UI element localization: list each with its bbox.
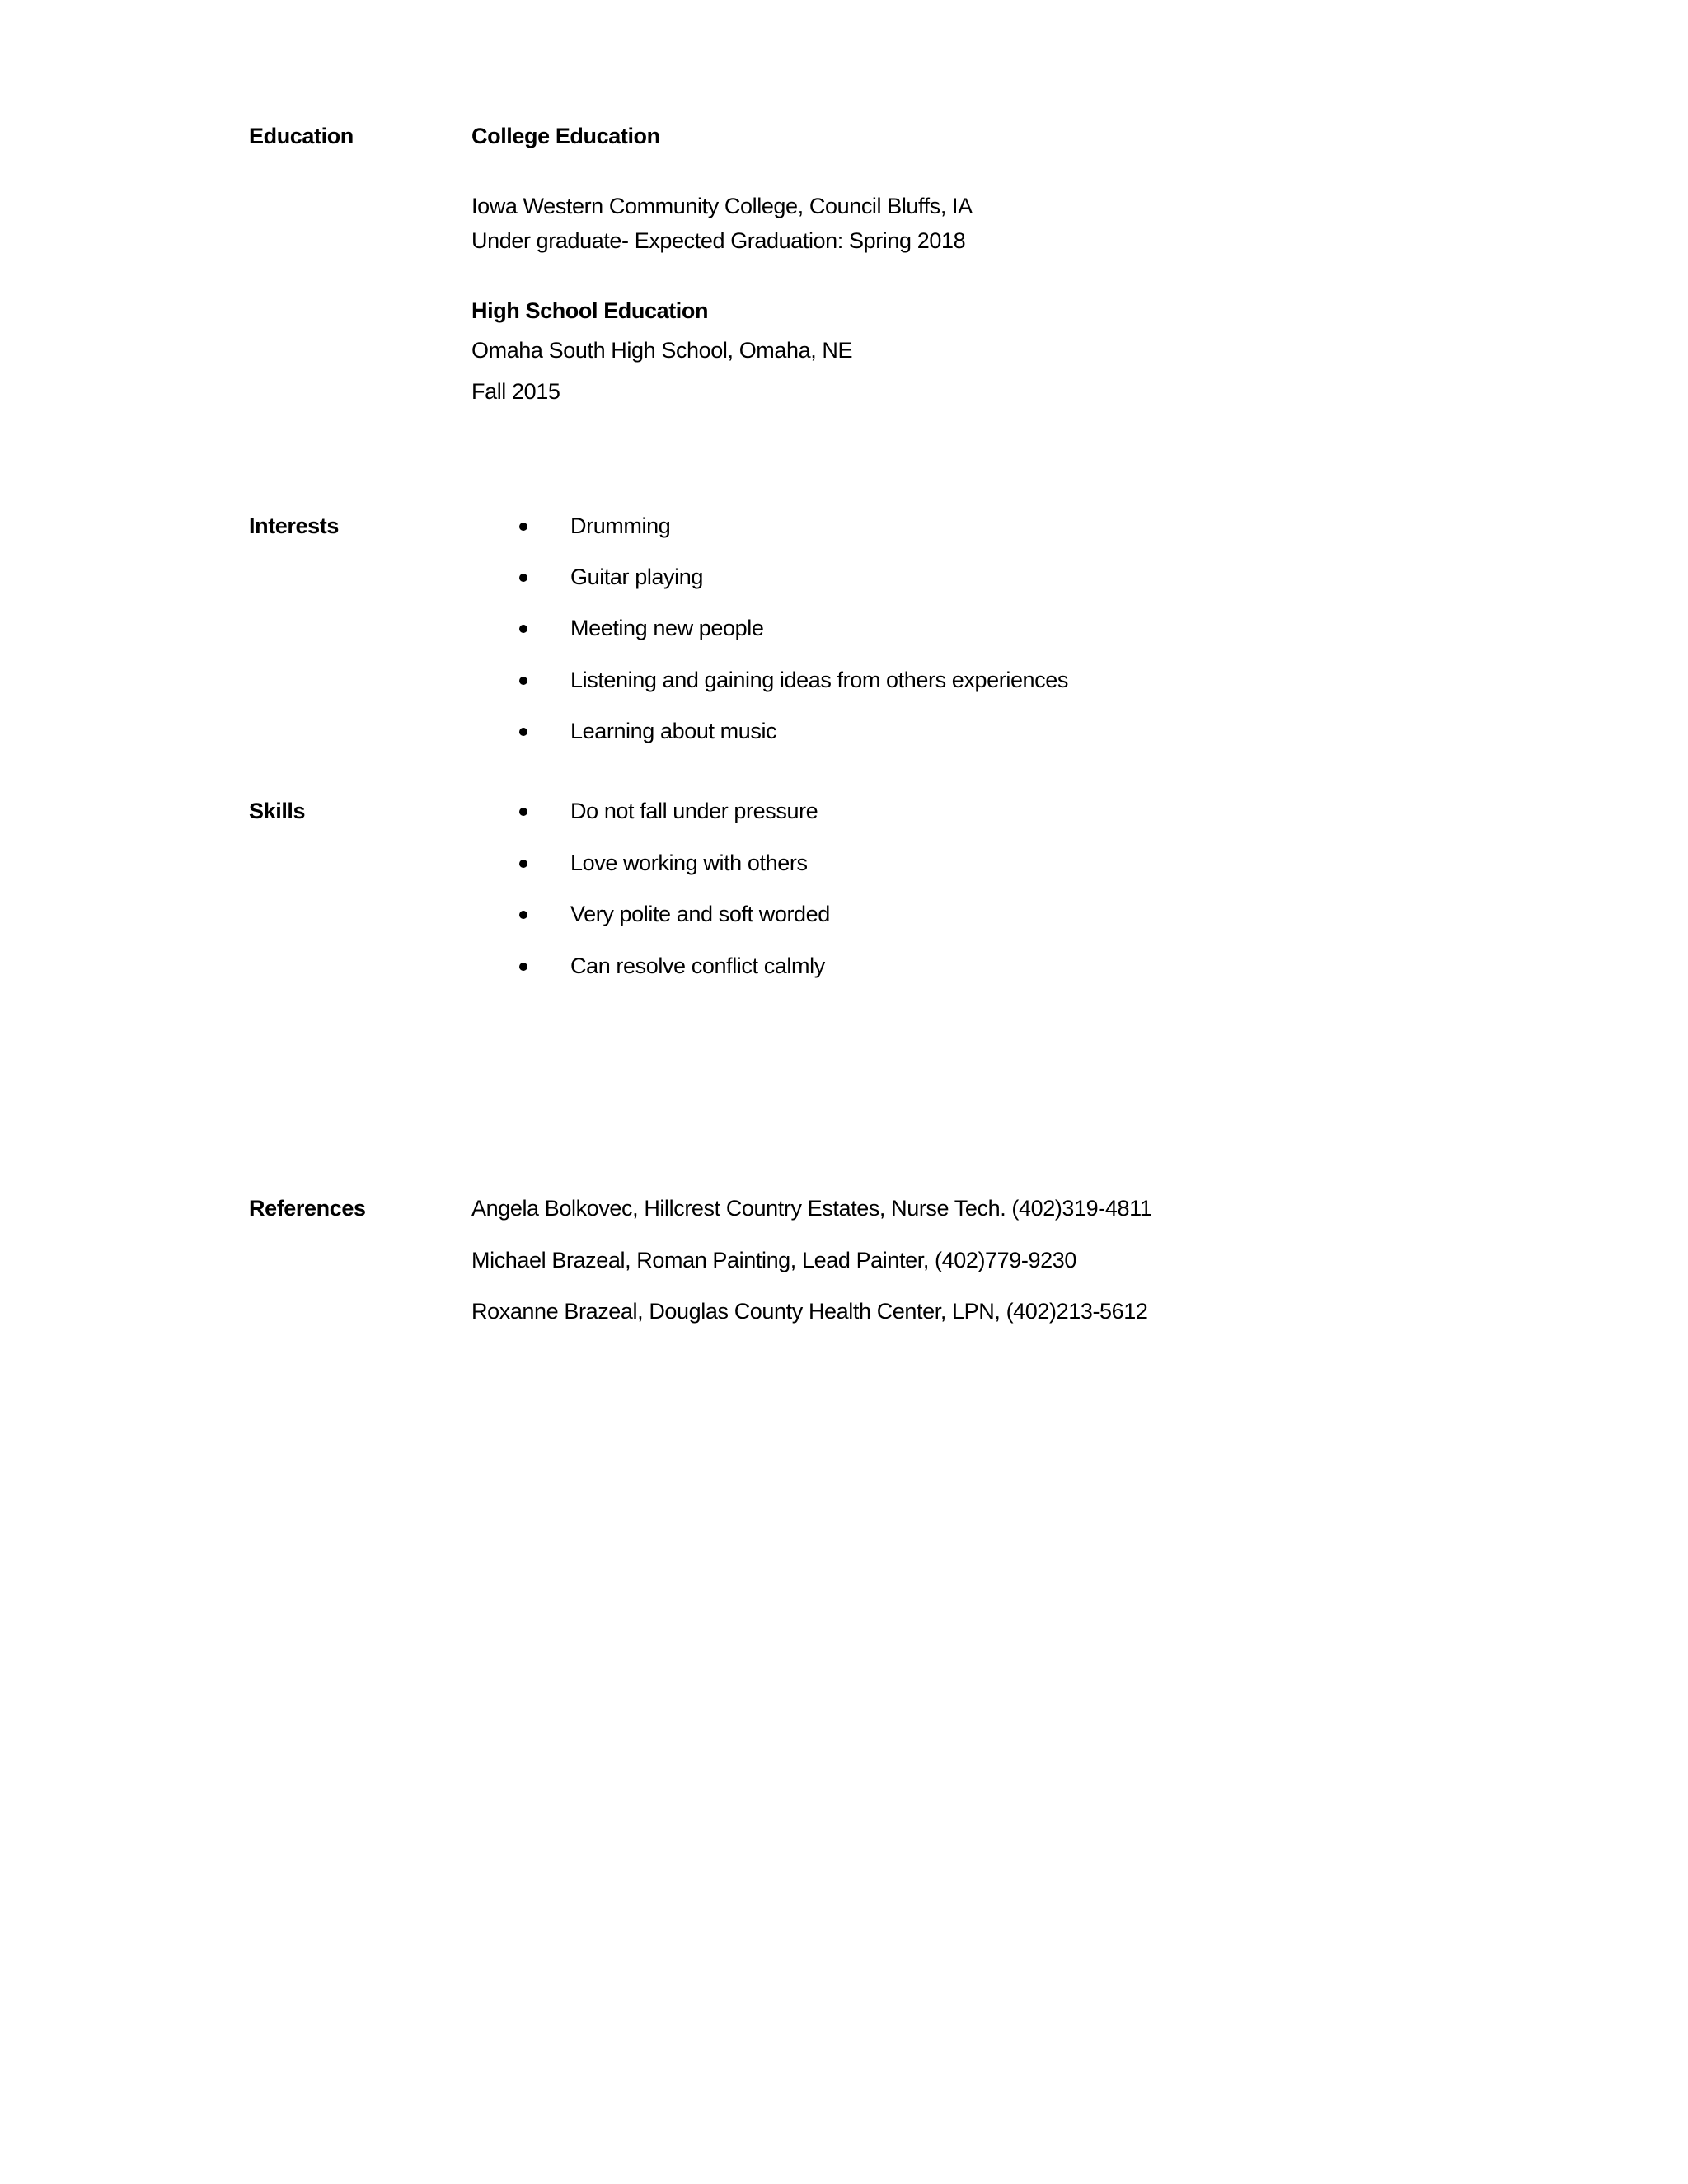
bullet-icon	[519, 523, 528, 531]
interest-item-text: Learning about music	[570, 719, 777, 743]
bullet-icon	[519, 677, 528, 685]
college-graduation-line: Under graduate- Expected Graduation: Spring 2018	[471, 228, 966, 253]
bullet-icon	[519, 728, 528, 736]
skill-item-text: Love working with others	[570, 851, 808, 875]
bullet-icon	[519, 860, 528, 868]
interest-item-text: Meeting new people	[570, 616, 764, 640]
skills-label: Skills	[249, 799, 306, 823]
bullet-icon	[519, 808, 528, 816]
reference-item: Michael Brazeal, Roman Painting, Lead Painter, (402)779-9230	[471, 1248, 1076, 1272]
interests-label: Interests	[249, 513, 339, 538]
skill-item-text: Do not fall under pressure	[570, 799, 818, 823]
high-school-name-line: Omaha South High School, Omaha, NE	[471, 338, 853, 363]
interest-item-text: Listening and gaining ideas from others experiences	[570, 668, 1068, 692]
skill-item-text: Very polite and soft worded	[570, 902, 830, 926]
high-school-education-heading: High School Education	[471, 298, 709, 323]
references-label: References	[249, 1196, 366, 1221]
college-education-heading: College Education	[471, 124, 660, 148]
bullet-icon	[519, 911, 528, 919]
bullet-icon	[519, 574, 528, 582]
skill-item-text: Can resolve conflict calmly	[570, 954, 825, 978]
interest-item-text: Guitar playing	[570, 565, 703, 589]
reference-item: Roxanne Brazeal, Douglas County Health Center, LPN, (402)213-5612	[471, 1299, 1148, 1324]
education-label: Education	[249, 124, 354, 148]
reference-item: Angela Bolkovec, Hillcrest Country Estates, Nurse Tech. (402)319-4811	[471, 1196, 1152, 1221]
interest-item-text: Drumming	[570, 513, 671, 538]
bullet-icon	[519, 963, 528, 971]
college-name-line: Iowa Western Community College, Council Bluffs, IA	[471, 194, 973, 218]
high-school-date-line: Fall 2015	[471, 379, 560, 404]
bullet-icon	[519, 625, 528, 633]
